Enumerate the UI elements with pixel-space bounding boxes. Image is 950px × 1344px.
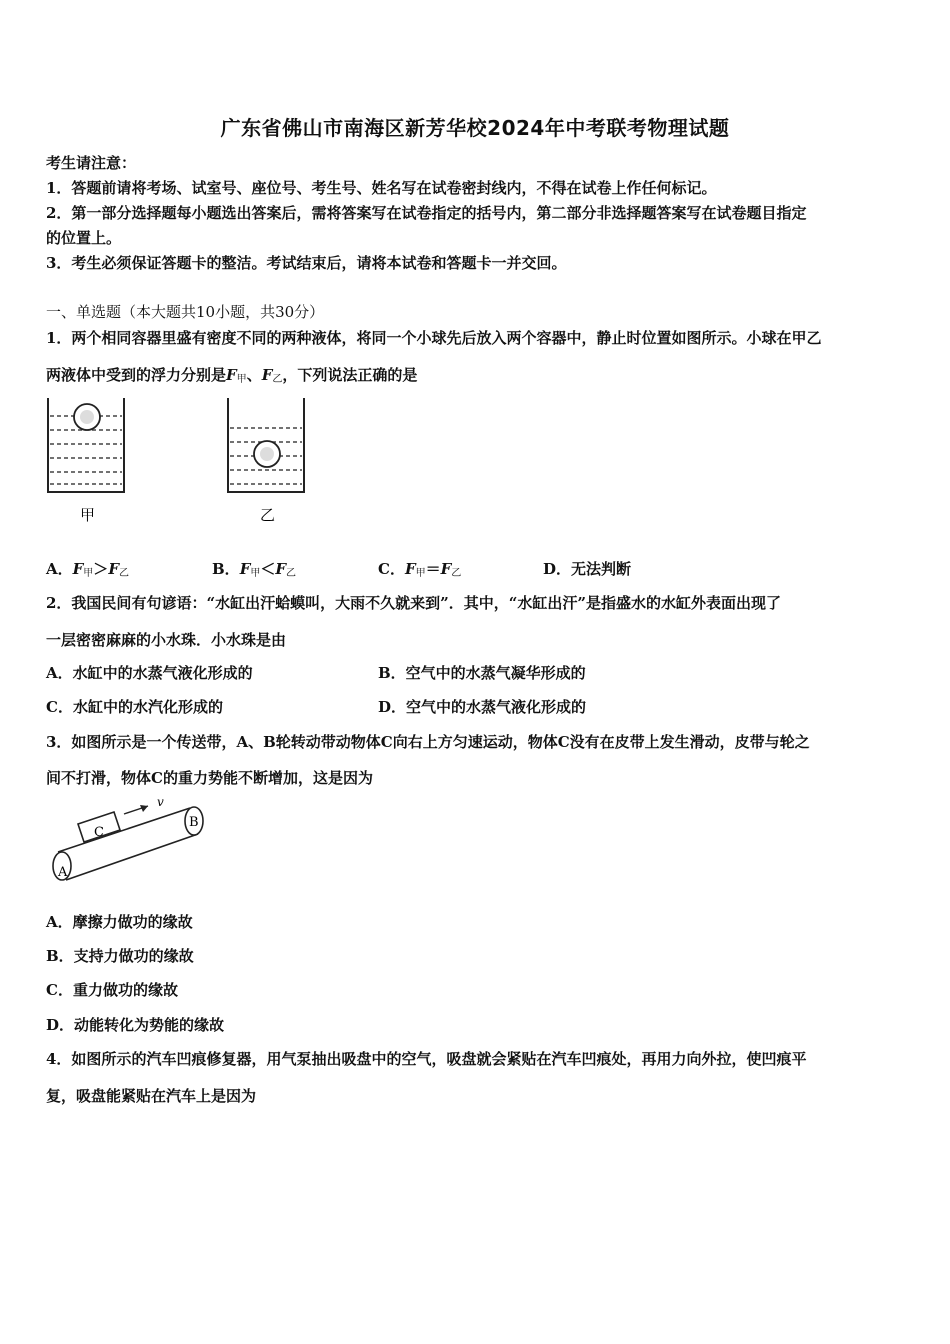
- option-label: C．: [378, 560, 405, 578]
- notice-item: 3．考生必须保证答题卡的整洁。考试结束后，请将本试卷和答题卡一并交回。: [46, 254, 567, 272]
- subscript-yi: 乙: [272, 374, 283, 385]
- option-label: B．: [212, 560, 240, 578]
- page-title: 广东省佛山市南海区新芳华校2024年中考联考物理试题: [220, 116, 730, 140]
- subscript-yi: 乙: [118, 568, 129, 579]
- q3-option-a[interactable]: A．摩擦力做功的缘故: [46, 913, 193, 931]
- q1-option-d[interactable]: D．无法判断: [543, 560, 632, 578]
- subscript-yi: 乙: [451, 568, 462, 579]
- notice-item: 2．第一部分选择题每小题选出答案后，需将答案写在试卷指定的括号内，第二部分非选择题答案写在试卷题目指定: [46, 204, 807, 222]
- q1-option-b[interactable]: [212, 558, 296, 579]
- question-1-text-cont: [46, 364, 417, 385]
- separator: 、: [246, 366, 262, 384]
- q1-lead: 两液体中受到的浮力分别是: [46, 366, 227, 384]
- container-yi: [228, 398, 304, 524]
- subscript-jia: 甲: [250, 568, 261, 579]
- q2-option-a[interactable]: A．水缸中的水蒸气液化形成的: [46, 664, 253, 682]
- relation: ＜: [260, 560, 276, 578]
- subscript-yi: 乙: [286, 568, 297, 579]
- label-b: B: [189, 815, 199, 830]
- label-jia: 甲: [80, 506, 96, 524]
- label-a: A: [58, 865, 68, 880]
- question-3-text-cont: 间不打滑，物体C的重力势能不断增加，这是因为: [46, 769, 373, 787]
- q3-option-d[interactable]: D．动能转化为势能的缘故: [46, 1016, 225, 1034]
- relation: ＝: [425, 560, 441, 578]
- force-symbol: F: [404, 560, 416, 578]
- label-v: v: [157, 796, 164, 809]
- section-heading: 一、单选题（本大题共10小题，共30分）: [46, 303, 325, 321]
- force-symbol: F: [108, 560, 119, 578]
- force-symbol: F: [440, 560, 452, 578]
- label-c: C: [94, 825, 104, 840]
- q3-option-c[interactable]: C．重力做功的缘故: [46, 981, 178, 999]
- question-2-text: 2．我国民间有句谚语：“水缸出汗蛤蟆叫，大雨不久就来到”．其中，“水缸出汗”是指盛水的水缸外表面出现了: [46, 594, 781, 612]
- q1-tail: ，下列说法正确的是: [282, 366, 418, 384]
- question-4-text: 4．如图所示的汽车凹痕修复器，用气泵抽出吸盘中的空气，吸盘就会紧贴在汽车凹痕处，再用力向外拉，使凹痕平: [46, 1050, 807, 1068]
- force-symbol: F: [239, 560, 251, 578]
- q2-option-d[interactable]: D．空气中的水蒸气液化形成的: [378, 698, 587, 716]
- q2-option-c[interactable]: C．水缸中的水汽化形成的: [46, 698, 223, 716]
- question-2-text-cont: 一层密密麻麻的小水珠．小水珠是由: [46, 631, 287, 649]
- force-symbol: F: [261, 366, 273, 384]
- q2-option-b[interactable]: B．空气中的水蒸气凝华形成的: [378, 664, 586, 682]
- notice-item: 的位置上。: [46, 229, 122, 247]
- relation: ＞: [93, 560, 109, 578]
- force-symbol: F: [226, 366, 237, 384]
- label-yi: 乙: [260, 506, 276, 524]
- container-jia: [48, 398, 124, 524]
- question-1-text: 1．两个相同容器里盛有密度不同的两种液体，将同一个小球先后放入两个容器中，静止时位置如图所示。小球在甲乙: [46, 329, 822, 347]
- subscript-jia: 甲: [415, 568, 426, 579]
- q1-option-c[interactable]: [378, 558, 461, 579]
- subscript-jia: 甲: [236, 374, 247, 385]
- notice-item: 1．答题前请将考场、试室号、座位号、考生号、姓名写在试卷密封线内，不得在试卷上作任何标记。: [46, 179, 717, 197]
- notice-heading: 考生请注意：: [46, 154, 137, 172]
- subscript-jia: 甲: [83, 568, 94, 579]
- option-label: A．: [46, 560, 73, 578]
- question-3-text: 3．如图所示是一个传送带，A、B轮转动带动物体C向右上方匀速运动，物体C没有在皮带上发生滑动，皮带与轮之: [46, 733, 810, 751]
- q1-figure-containers: [40, 392, 310, 530]
- q3-option-b[interactable]: B．支持力做功的缘故: [46, 947, 194, 965]
- force-symbol: F: [72, 560, 84, 578]
- question-4-text-cont: 复，吸盘能紧贴在汽车上是因为: [46, 1087, 257, 1105]
- q1-option-a[interactable]: [46, 558, 129, 579]
- force-symbol: F: [275, 560, 287, 578]
- q3-conveyor-figure: [44, 796, 214, 886]
